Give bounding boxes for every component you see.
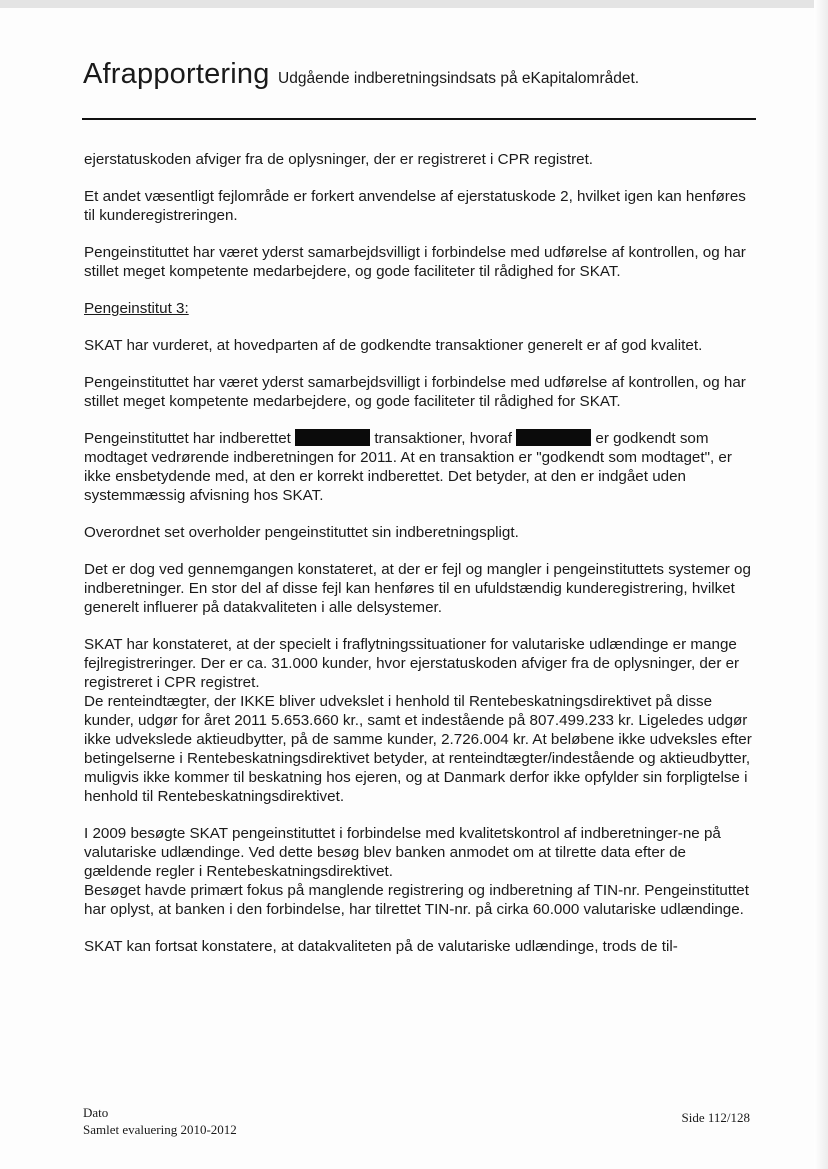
- paragraph: Pengeinstituttet har været yderst samarbejdsvilligt i forbindelse med udførelse af kontrollen, og har stillet meget kompetente medarbejdere, og gode faciliteter til rådighed for SKAT.: [84, 244, 746, 280]
- section-heading: Pengeinstitut 3:: [84, 300, 189, 317]
- paragraph: ejerstatuskoden afviger fra de oplysninger, der er registreret i CPR registret.: [84, 151, 594, 168]
- page-title: Afrapportering: [83, 58, 270, 90]
- header-rule: [82, 118, 756, 120]
- page-footer-left: [83, 1104, 237, 1138]
- paragraph: Besøget havde primært fokus på manglende registrering og indberetning af TIN-nr. Pengeinstituttet har oplyst, at banken i den forbindelse, har tilrettet TIN-nr. på cirka 60.000 valutariske udlændinge.: [84, 882, 749, 918]
- paragraph: SKAT har vurderet, at hovedparten af de godkendte transaktioner generelt er af god kvalitet.: [84, 337, 703, 354]
- page-number: Side 112/128: [681, 1110, 750, 1125]
- redaction-box: [516, 429, 591, 446]
- paragraph-with-redactions: [84, 429, 756, 505]
- scan-edge-right: [814, 0, 828, 1169]
- paragraph: Et andet væsentligt fejlområde er forkert anvendelse af ejerstatuskode 2, hvilket igen kan henføres til kunderegistreringen.: [84, 188, 746, 224]
- paragraph: I 2009 besøgte SKAT pengeinstituttet i forbindelse med kvalitetskontrol af indberetninger-ne på valutariske udlændinge. Ved dette besøg blev banken anmodet om at tilrette data efter de gældende regler i Rentebeskatningsdirektivet.: [84, 825, 721, 880]
- paragraph: Det er dog ved gennemgangen konstateret, at der er fejl og mangler i pengeinstituttets systemer og indberetninger. En stor del af disse fejl kan henføres til en ufuldstændig kunderegistrering, hvilket generelt influerer på datakvaliteten i alle delsystemer.: [84, 561, 751, 616]
- scan-edge-top: [0, 0, 828, 8]
- text-span: Pengeinstituttet har indberettet: [84, 430, 291, 447]
- page-subtitle: Udgående indberetningsindsats på eKapitalområdet.: [278, 70, 640, 87]
- text-span: er godkendt som modtaget vedrørende indberetningen for 2011. At en transaktion er "godkendt som modtaget", er ikke ensbetydende med, at den er korrekt indberettet. Det betyder, at den er indgået uden systemmæssig afvisning hos SKAT.: [84, 430, 732, 504]
- paragraph: Pengeinstituttet har været yderst samarbejdsvilligt i forbindelse med udførelse af kontrollen, og har stillet meget kompetente medarbejdere, og gode faciliteter til rådighed for SKAT.: [84, 374, 746, 410]
- paragraph: De renteindtægter, der IKKE bliver udvekslet i henhold til Rentebeskatningsdirektivet på disse kunder, udgør for året 2011 5.653.660 kr., samt et indestående på 807.499.233 kr. Ligeledes udgør ikke udvekslede aktieudbytter, på de samme kunder, 2.726.004 kr. At beløbene ikke udveksles efter betingelserne i Rentebeskatningsdirektivet betyder, at renteindtægter/indestående og aktieudbytter, muligvis ikke kommer til beskatning hos ejeren, og at Danmark derfor ikke opfylder sin forpligtelse i henhold til Rentebeskatningsdirektivet.: [84, 693, 752, 805]
- text-span: transaktioner, hvoraf: [374, 430, 512, 447]
- footer-report-name: Samlet evaluering 2010-2012: [83, 1122, 237, 1137]
- paragraph: SKAT kan fortsat konstatere, at datakvaliteten på de valutariske udlændinge, trods de til-: [84, 938, 678, 955]
- redaction-box: [295, 429, 370, 446]
- paragraph: SKAT har konstateret, at der specielt i fraflytningssituationer for valutariske udlændinge er mange fejlregistreringer. Der er ca. 31.000 kunder, hvor ejerstatuskoden afviger fra de oplysninger, der er registreret i CPR registret.: [84, 636, 740, 691]
- paragraph: Overordnet set overholder pengeinstituttet sin indberetningspligt.: [84, 524, 519, 541]
- document-body: [84, 150, 756, 974]
- footer-date-label: Dato: [83, 1105, 109, 1120]
- page-header: [83, 58, 763, 91]
